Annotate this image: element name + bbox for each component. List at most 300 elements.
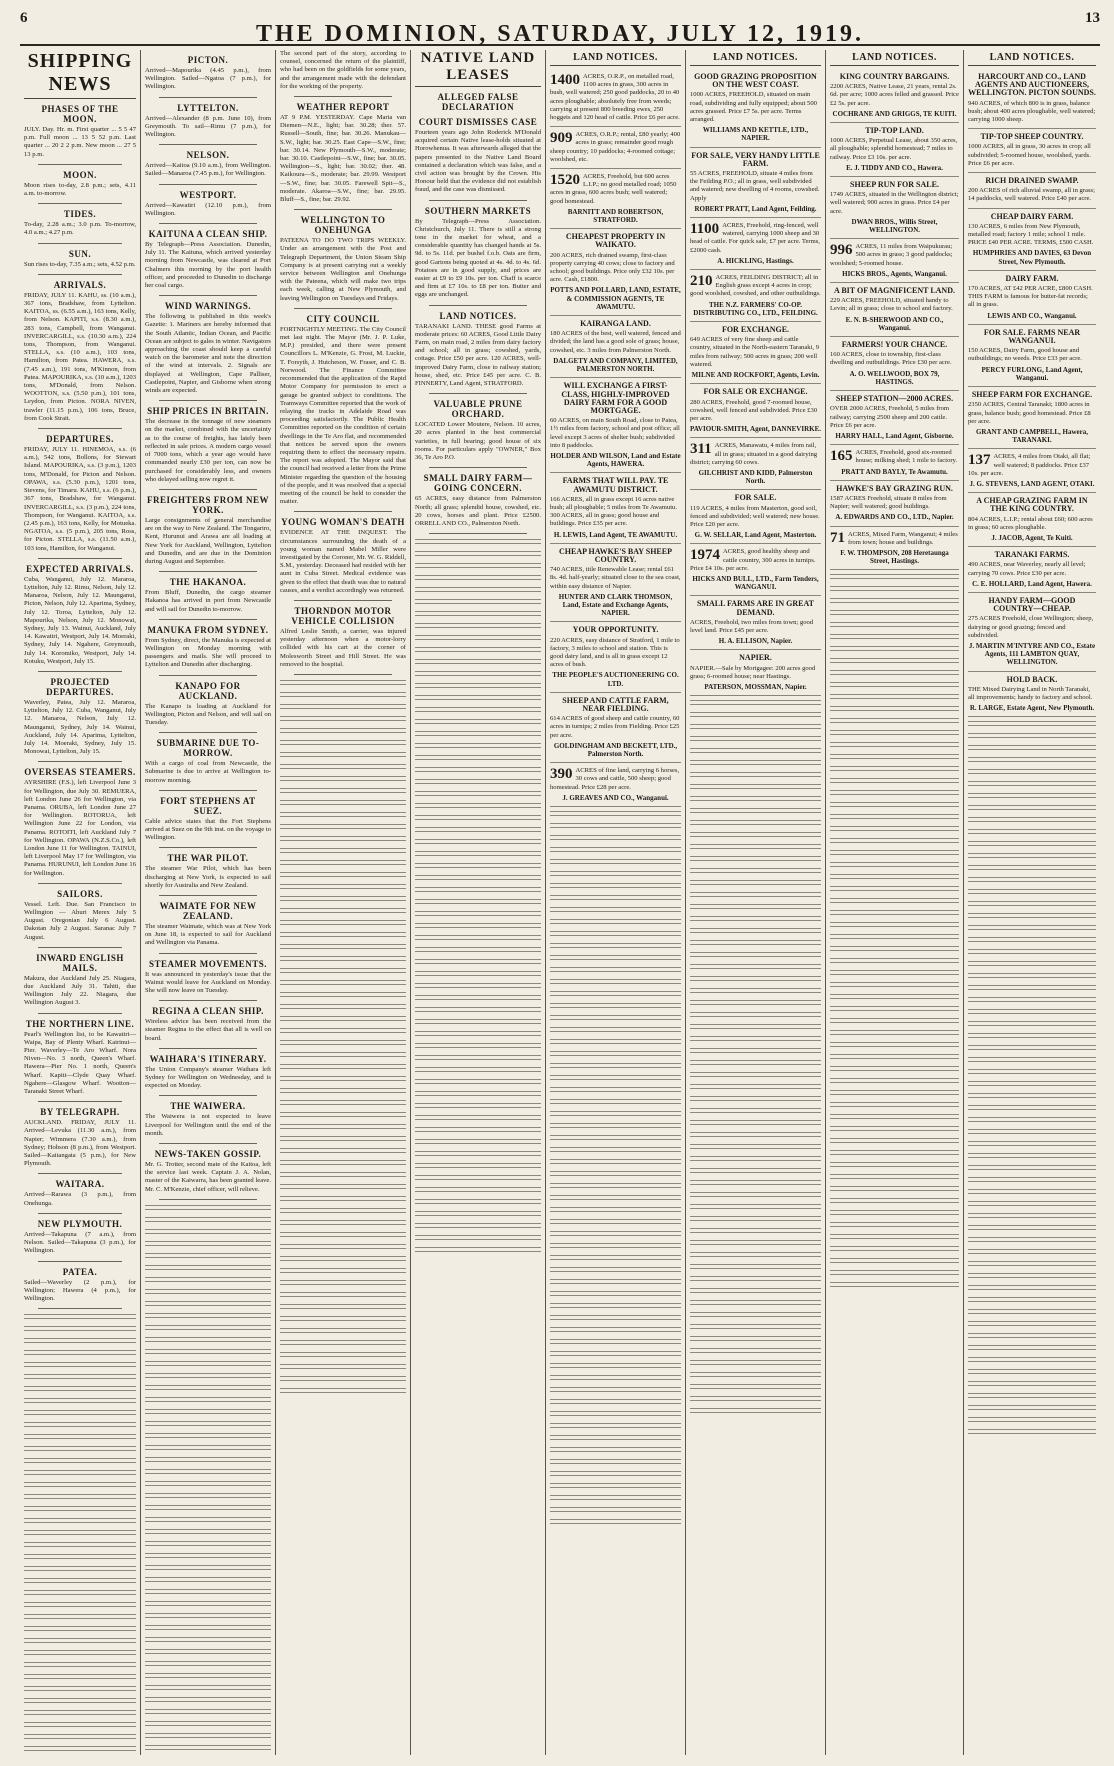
text-lines xyxy=(690,1060,821,1068)
text-lines xyxy=(415,1187,541,1195)
divider xyxy=(294,96,392,97)
text-lines xyxy=(280,1280,406,1288)
native-land-leases-heading: NATIVE LAND LEASES xyxy=(415,50,541,87)
ad-agent: LEWIS AND CO., Wanganui. xyxy=(987,311,1077,320)
ad-title: FOR SALE OR EXCHANGE. xyxy=(703,387,808,397)
text-lines xyxy=(145,1721,271,1729)
divider xyxy=(294,511,392,512)
text-lines xyxy=(415,983,541,991)
text-lines xyxy=(24,1614,136,1622)
text-lines xyxy=(280,800,406,808)
text-lines xyxy=(280,908,406,916)
text-lines xyxy=(415,647,541,655)
section-text: AYRSHIRE (F.S.), left Liverpool June 3 for Wellington, due July 30. REMUERA, left London June 26 for Wellington, via Panama. ORUBA, left London June 27 for Wellington. ROTORUA, left Wellington June 22 for London, via Panama. ROTOITI, left Auckland July 7 for Wellington. OPAWA (N.Z.S.Co.), left London June 11 for Wellington. TAINUI, left Liverpool May 17 for Wellington, via Panama. HURUNUI, left London June 16 for Wellington. xyxy=(24,779,136,877)
text-lines xyxy=(280,1220,406,1228)
land-notices-heading: LAND NOTICES. xyxy=(830,50,959,66)
ad-title: HANDY FARM—GOOD COUNTRY—CHEAP. xyxy=(988,595,1076,614)
classified-ad xyxy=(690,148,821,218)
divider xyxy=(159,1143,257,1144)
text-lines xyxy=(24,1578,136,1586)
text-lines xyxy=(968,841,1096,849)
divider xyxy=(159,571,257,572)
section-heading: SUBMARINE DUE TO-MORROW. xyxy=(156,738,260,759)
text-lines xyxy=(968,877,1096,885)
page-number-right: 13 xyxy=(1085,10,1100,26)
classified-ad xyxy=(830,283,959,337)
section-heading: NEWS-TAKEN GOSSIP. xyxy=(154,1149,262,1160)
ad-text: ACRES, O.R.P.; rental, £80 yearly; 400 acres in grass; remainder good rough sheep country; 10 paddocks; 4-roomed cottage; woolshed, etc. xyxy=(550,131,681,163)
text-lines xyxy=(690,796,821,804)
section-text: It was announced in yesterday's issue that the Wainui would leave for Auckland on Monday. She will now leave on Tuesday. xyxy=(145,970,271,994)
section-text: From Sydney, direct, the Manuka is expected at Wellington on Monday morning with passengers and mails. She will proceed to Lyttelton and Dunedin after discharging. xyxy=(145,636,271,669)
text-lines xyxy=(830,1018,959,1026)
text-lines xyxy=(280,944,406,952)
section-heading: SOUTHERN MARKETS xyxy=(424,205,532,216)
text-lines xyxy=(280,1364,406,1372)
text-lines xyxy=(690,1324,821,1332)
text-lines xyxy=(280,1328,406,1336)
ad-agent: HICKS BROS., Agents, Wanganui. xyxy=(842,269,947,278)
text-lines xyxy=(690,1108,821,1116)
section-heading: SAILORS. xyxy=(57,888,103,899)
text-lines xyxy=(415,587,541,595)
text-lines xyxy=(830,898,959,906)
text-lines xyxy=(550,1279,681,1287)
section-heading: SMALL DAIRY FARM—GOING CONCERN. xyxy=(423,473,533,494)
text-lines xyxy=(24,1326,136,1334)
text-lines xyxy=(415,923,541,931)
text-lines xyxy=(280,1064,406,1072)
ad-agent: DWAN BROS., Willis Street, WELLINGTON. xyxy=(851,217,938,235)
text-lines xyxy=(690,784,821,792)
ad-text: ACRES, FEILDING DISTRICT; all in English grass except 4 acres in crop; good woolshed, cowshed, and other outbuildings. xyxy=(690,274,821,298)
text-lines xyxy=(830,1078,959,1086)
text-lines xyxy=(968,817,1096,825)
section-heading: KANAPO FOR AUCKLAND. xyxy=(175,680,241,701)
divider xyxy=(159,1048,257,1049)
text-lines xyxy=(550,1183,681,1191)
text-lines xyxy=(24,1650,136,1658)
section-text: Arrived—Rarawa (3 p.m.), from Onehunga. xyxy=(24,1191,136,1207)
ad-title: WILL EXCHANGE A FIRST-CLASS, HIGHLY-IMPROVED DAIRY FARM FOR A GOOD MORTGAGE. xyxy=(561,381,670,415)
text-lines xyxy=(830,658,959,666)
text-lines xyxy=(280,824,406,832)
text-lines xyxy=(830,610,959,618)
text-lines xyxy=(968,1405,1096,1413)
ad-agent: PAVIOUR-SMITH, Agent, DANNEVIRKE. xyxy=(690,425,822,434)
section-heading: MANUKA FROM SYDNEY. xyxy=(147,624,269,635)
text-lines xyxy=(145,1613,271,1621)
section-text: Arrived—Mapourika (4.45 p.m.), from Wellington. Sailed—Ngatoa (7 p.m.), for Wellington. xyxy=(145,67,271,91)
text-lines xyxy=(24,1446,136,1454)
text-lines xyxy=(830,670,959,678)
ad-acreage: 1974 xyxy=(690,547,720,564)
text-lines xyxy=(830,1114,959,1122)
text-lines xyxy=(280,704,406,712)
news-column-3 xyxy=(275,50,410,1755)
text-lines xyxy=(280,788,406,796)
text-lines xyxy=(415,779,541,787)
ad-agent: ROBERT PRATT, Land Agent, Feilding. xyxy=(694,204,817,213)
text-lines xyxy=(24,1722,136,1730)
divider xyxy=(159,223,257,224)
ad-text: ACRES, Mixed Farm, Wanganui; 4 miles from town; house and buildings. xyxy=(848,530,958,546)
ad-title: KAIRANGA LAND. xyxy=(580,319,651,329)
section-heading: EXPECTED ARRIVALS. xyxy=(26,563,134,574)
text-lines xyxy=(280,860,406,868)
text-lines xyxy=(145,1589,271,1597)
text-lines xyxy=(280,1292,406,1300)
classified-ad xyxy=(968,325,1096,387)
text-lines xyxy=(830,574,959,582)
section-text: AUCKLAND. FRIDAY, JULY 11. Arrived—Levuka (11.30 a.m.), from Napier; Wimmera (7.30 a.m.), from Sydney; Hobson (8 p.m.), from Westport. Sailed—Kaitangata (5 p.m.), for New Plymouth. xyxy=(24,1119,136,1168)
divider xyxy=(38,1173,122,1174)
text-lines xyxy=(24,1410,136,1418)
text-lines xyxy=(690,1348,821,1356)
text-lines xyxy=(830,742,959,750)
text-lines xyxy=(415,683,541,691)
ad-agent: J. MARTIN M'INTYRE AND CO., Estate Agents, 111 LAMBTON QUAY, WELLINGTON. xyxy=(968,641,1096,667)
text-lines xyxy=(690,808,821,816)
text-lines xyxy=(280,896,406,904)
text-lines xyxy=(968,1189,1096,1197)
text-lines xyxy=(550,1435,681,1443)
classified-ad xyxy=(830,123,959,177)
divider xyxy=(159,97,257,98)
section-heading: THORNDON MOTOR VEHICLE COLLISION xyxy=(291,605,395,626)
text-lines xyxy=(690,1312,821,1320)
text-lines xyxy=(550,1423,681,1431)
divider xyxy=(159,675,257,676)
ad-text: 490 ACRES, near Waverley, nearly all level; carrying 70 cows. Price £30 per acre. xyxy=(968,561,1086,577)
text-lines xyxy=(830,1234,959,1242)
text-lines xyxy=(830,1270,959,1278)
text-lines xyxy=(280,884,406,892)
text-lines xyxy=(690,1384,821,1392)
ad-text: ACRES of fine land, carrying 6 horses, 30 cows and cattle, 500 sheep; good homestead. Price £28 per acre. xyxy=(550,767,680,791)
text-lines xyxy=(24,1710,136,1718)
text-lines xyxy=(145,1673,271,1681)
section-text: Arrived—Takapuna (7 a.m.), from Nelson. Sailed—Takapuna (3 p.m.), for Wellington. xyxy=(24,1230,136,1255)
section-heading: THE WAIWERA. xyxy=(170,1101,246,1112)
text-lines xyxy=(280,848,406,856)
text-lines xyxy=(550,1135,681,1143)
text-lines xyxy=(550,1507,681,1515)
text-lines xyxy=(830,1198,959,1206)
shipping-column-2 xyxy=(140,50,275,1755)
text-lines xyxy=(145,1541,271,1549)
text-lines xyxy=(550,859,681,867)
section-text: The Union Company's steamer Waihara left Sydney for Wellington on Wednesday, and is expected on Monday. xyxy=(145,1065,271,1090)
text-lines xyxy=(145,1745,271,1753)
text-lines xyxy=(280,1244,406,1252)
text-lines xyxy=(415,959,541,967)
divider xyxy=(38,428,122,429)
text-lines xyxy=(968,1201,1096,1209)
ad-text: 1000 ACRES, Perpetual Lease, about 350 acres, all ploughable; splendid homestead; 7 miles to railway. Price £3 10s. per acre. xyxy=(830,137,958,161)
ad-title: FOR SALE. FARMS NEAR WANGANUI. xyxy=(983,327,1081,346)
text-lines xyxy=(968,1021,1096,1029)
text-lines xyxy=(830,766,959,774)
text-lines xyxy=(415,1115,541,1123)
text-lines xyxy=(415,671,541,679)
classified-ad xyxy=(550,169,681,229)
text-lines xyxy=(690,1264,821,1272)
section-text: Cable advice states that the Fort Stephens arrived at Suez on the 9th inst. on the voyage to Wellington. xyxy=(145,817,271,842)
text-lines xyxy=(415,1151,541,1159)
text-lines xyxy=(968,1129,1096,1137)
text-lines xyxy=(24,1494,136,1502)
section-heading: WAIMATE FOR NEW ZEALAND. xyxy=(159,900,257,921)
text-lines xyxy=(968,1429,1096,1437)
text-lines xyxy=(145,1349,271,1357)
ad-agent: C. E. HOLLARD, Land Agent, Hawera. xyxy=(972,579,1092,588)
text-lines xyxy=(830,1246,959,1254)
ad-title: TARANAKI FARMS. xyxy=(994,550,1070,560)
ad-text: 1000 ACRES, all in grass, 30 acres in crop; all subdivided; 5-roomed house, woolshed, yards. Price £6 per acre. xyxy=(968,143,1091,167)
section-text: Vessel. Left. Due. San Francisco to Wellington — Ahuri Merex July 5 August. Oregonian July 6 August. Dakotan July 2 August. Saranac July 7 August. xyxy=(24,900,136,941)
ad-acreage: 909 xyxy=(550,130,573,147)
divider xyxy=(159,295,257,296)
text-lines xyxy=(24,1542,136,1550)
ad-text: 160 ACRES, close to township, first-class dwelling and outbuildings. Price £30 per acre. xyxy=(830,351,952,367)
ad-text: 804 ACRES, L.I.P.; rental about £60; 600 acres in grass; 60 acres ploughable. xyxy=(968,515,1093,531)
ad-agent: BARNITT AND ROBERTSON, STRATFORD. xyxy=(567,207,664,225)
section-text: With a cargo of coal from Newcastle, the Submarine is due to arrive at Wellington to-morrow morning. xyxy=(145,760,271,784)
text-lines xyxy=(830,1054,959,1062)
classified-ad xyxy=(968,593,1096,672)
text-lines xyxy=(830,1090,959,1098)
text-lines xyxy=(690,1024,821,1032)
text-lines xyxy=(830,586,959,594)
section-text: Cuba, Wanganui, July 12. Mararoa, Lyttelton, July 12. Rimu, Nelson, July 12. Manaroa, Nelson, July 12. Maunganui, Picton, Nelson, July 12. Aparima, Sydney, July 12. Toroa, Lyttelton, July 12. Mapourika, Nelson, July 12. Monowai, Sydney, July 13. Wainui, Auckland, July 14. Kawatiri, Westport, July 14. Moeraki, Sydney, July 14. Ngahere, Greymouth, July 14. Koromiko, Westport, July 14. Kotuku, Westport, July 15. xyxy=(24,575,136,665)
text-lines xyxy=(550,1495,681,1503)
classified-ad xyxy=(968,173,1096,209)
text-lines xyxy=(968,1177,1096,1185)
divider xyxy=(159,619,257,620)
text-lines xyxy=(550,1123,681,1131)
text-lines xyxy=(550,1483,681,1491)
ad-agent: G. W. SELLAR, Land Agent, Masterton. xyxy=(694,531,817,540)
text-lines xyxy=(830,778,959,786)
text-lines xyxy=(830,1150,959,1158)
text-lines xyxy=(830,634,959,642)
text-lines xyxy=(145,1337,271,1345)
section-heading: KAITUNA A CLEAN SHIP. xyxy=(148,229,268,240)
ad-agent: J. GREAVES AND CO., Wanganui. xyxy=(562,793,669,802)
section-text: Mr. G. Trotter, second mate of the Kaitoa, left the service last week. Captain J. A. Nolan, master of the Kaiwarra, has been granted leave. Mr. C. M'Kenzie, chief officer, will relieve. xyxy=(145,1161,271,1193)
classified-ad xyxy=(830,391,959,445)
text-lines xyxy=(690,1180,821,1188)
text-lines xyxy=(145,1661,271,1669)
text-lines xyxy=(550,1315,681,1323)
text-lines xyxy=(830,718,959,726)
text-lines xyxy=(550,967,681,975)
text-lines xyxy=(690,832,821,840)
text-lines xyxy=(690,1072,821,1080)
ad-text: 200 ACRES, rich drained swamp, first-class property carrying 40 cows; close to factory and school; good buildings. Price only £32 10s. per acre. Cash, £1800. xyxy=(550,251,675,284)
text-lines xyxy=(280,1076,406,1084)
text-lines xyxy=(280,1256,406,1264)
text-lines xyxy=(280,980,406,988)
text-lines xyxy=(280,1052,406,1060)
text-lines xyxy=(690,1036,821,1044)
ad-text: ACRES, Freehold, good six-roomed house; milking shed; 1 mile to factory. xyxy=(855,449,958,465)
text-lines xyxy=(690,1096,821,1104)
text-lines xyxy=(24,1434,136,1442)
divider xyxy=(159,184,257,185)
ad-text: 119 ACRES, 4 miles from Masterton, good soil, fenced and subdivided; well watered; new house. Price £20 per acre. xyxy=(690,504,820,528)
classified-ad xyxy=(550,316,681,378)
news-column-4 xyxy=(410,50,545,1755)
text-lines xyxy=(415,635,541,643)
land-notices-column-7 xyxy=(825,50,963,1755)
text-lines xyxy=(550,1267,681,1275)
ad-text: OVER 2000 ACRES, Freehold, 5 miles from railway; carrying 2500 sheep and 200 cattle. Price £6 per acre. xyxy=(830,405,950,429)
text-lines xyxy=(968,889,1096,897)
text-lines xyxy=(24,1686,136,1694)
text-lines xyxy=(550,1339,681,1347)
ad-text: ACRES, Manawatu, 4 miles from rail, all in grass; situated in a good dairying district; carrying 60 cows. xyxy=(690,442,818,466)
text-lines xyxy=(690,904,821,912)
classified-ad xyxy=(830,337,959,391)
text-lines xyxy=(690,988,821,996)
text-lines xyxy=(550,907,681,915)
ad-text: ACRES, 4 miles from Otaki, all flat; well watered; 8 paddocks. Price £37 10s. per acre. xyxy=(968,453,1091,477)
text-lines xyxy=(415,743,541,751)
ad-title: A CHEAP GRAZING FARM IN THE KING COUNTRY. xyxy=(976,496,1088,514)
text-lines xyxy=(145,1517,271,1525)
divider xyxy=(38,274,122,275)
section-text: TARANAKI LAND. THESE good Farms at moderate prices: 60 ACRES, Good Little Dairy Farm, on main road, 2 miles from dairy factory and school; all in grass; cowshed, yards, cottage. Price £50 per acre. 120 ACRES, well-improved Dairy Farm, close to railway station; house, shed, etc. Price £45 per acre. C. B. FINNERTY, Land Agent, STRATFORD. xyxy=(415,322,541,388)
news-column-3-body xyxy=(280,50,406,1396)
text-lines xyxy=(830,682,959,690)
text-lines xyxy=(550,1027,681,1035)
text-lines xyxy=(145,1361,271,1369)
text-lines xyxy=(280,776,406,784)
ad-title: KING COUNTRY BARGAINS. xyxy=(839,72,950,81)
text-lines xyxy=(24,1590,136,1598)
text-lines xyxy=(550,835,681,843)
ad-acreage: 1400 xyxy=(550,72,580,88)
divider xyxy=(294,209,392,210)
text-lines xyxy=(968,1069,1096,1077)
text-lines xyxy=(968,925,1096,933)
text-lines xyxy=(415,623,541,631)
classified-ad xyxy=(690,384,821,438)
text-lines xyxy=(24,1698,136,1706)
text-lines xyxy=(830,982,959,990)
text-lines xyxy=(415,1247,541,1255)
text-lines xyxy=(968,745,1096,753)
section-text: 65 ACRES, easy distance from Palmerston North; all grass; splendid house, cowshed, etc. 20 cows, horses and plant. Price £2500. ORRELL AND CO., Palmerston North. xyxy=(415,495,541,527)
text-lines xyxy=(280,1184,406,1192)
text-lines xyxy=(280,728,406,736)
ad-title: HOLD BACK. xyxy=(1006,674,1058,684)
text-lines xyxy=(24,1566,136,1574)
text-lines xyxy=(830,994,959,1002)
ad-text: 740 ACRES, title Renewable Lease; rental £61 8s. 4d. half-yearly; situated close to the sea coast, within easy distance of Napier. xyxy=(550,566,681,590)
ad-title: CHEAP HAWKE'S BAY SHEEP COUNTRY. xyxy=(559,546,672,564)
text-lines xyxy=(280,1172,406,1180)
text-lines xyxy=(415,815,541,823)
ad-title: SHEEP STATION—2000 ACRES. xyxy=(835,394,954,404)
section-heading: PATEA. xyxy=(62,1266,98,1277)
ad-agent: R. LARGE, Estate Agent, New Plymouth. xyxy=(969,704,1095,713)
text-lines xyxy=(550,1219,681,1227)
divider xyxy=(159,895,257,896)
section-heading: WEATHER REPORT xyxy=(296,102,390,113)
text-lines xyxy=(24,1374,136,1382)
text-lines xyxy=(690,1120,821,1128)
text-lines xyxy=(24,1398,136,1406)
text-lines xyxy=(24,1506,136,1514)
divider xyxy=(38,1308,122,1309)
classified-ad xyxy=(968,129,1096,173)
text-lines xyxy=(415,1163,541,1171)
text-lines xyxy=(145,1433,271,1441)
text-lines xyxy=(968,1057,1096,1065)
section-heading: CITY COUNCIL xyxy=(306,313,380,324)
text-lines xyxy=(830,1042,959,1050)
text-lines xyxy=(968,997,1096,1005)
divider xyxy=(38,671,122,672)
divider xyxy=(429,305,527,306)
text-lines xyxy=(550,1171,681,1179)
text-lines xyxy=(415,695,541,703)
text-lines xyxy=(690,1228,821,1236)
ad-agent: DALGETY AND COMPANY, LIMITED, PALMERSTON NORTH. xyxy=(553,356,678,374)
classified-ad xyxy=(968,672,1096,718)
classified-ad xyxy=(690,438,821,490)
text-lines xyxy=(968,1249,1096,1257)
text-lines xyxy=(415,1079,541,1087)
divider xyxy=(38,1101,122,1102)
text-lines xyxy=(280,1100,406,1108)
land-notices-column-8 xyxy=(963,50,1100,1755)
text-lines xyxy=(24,1350,136,1358)
text-lines xyxy=(280,1316,406,1324)
ad-title: RICH DRAINED SWAMP. xyxy=(985,176,1079,186)
text-lines xyxy=(280,968,406,976)
text-lines xyxy=(145,1229,271,1237)
columns xyxy=(20,50,1100,1755)
text-lines xyxy=(550,1411,681,1419)
text-lines xyxy=(550,1351,681,1359)
text-lines xyxy=(690,748,821,756)
ad-text: 614 ACRES of good sheep and cattle country, 60 acres in turnips; 2 miles from Fielding. Price £25 per acre. xyxy=(550,715,680,739)
section-heading: SUN. xyxy=(68,248,92,259)
classified-ad xyxy=(968,387,1096,449)
land-notices-heading: LAND NOTICES. xyxy=(550,50,681,66)
text-lines xyxy=(145,1637,271,1645)
text-lines xyxy=(280,1340,406,1348)
text-lines xyxy=(415,947,541,955)
text-lines xyxy=(690,700,821,708)
text-lines xyxy=(830,970,959,978)
ad-title: GOOD GRAZING PROPOSITION ON THE WEST COAST. xyxy=(694,72,817,90)
text-lines xyxy=(24,1338,136,1346)
divider xyxy=(159,732,257,733)
section-text: The steamer War Pilot, which has been discharging at New York, is expected to sail shortly for Australia and New Zealand. xyxy=(145,865,271,889)
text-lines xyxy=(690,1336,821,1344)
ad-title: SMALL FARMS ARE IN GREAT DEMAND. xyxy=(696,599,815,617)
section-heading: THE HAKANOA. xyxy=(169,577,247,588)
text-lines xyxy=(24,1626,136,1634)
text-lines xyxy=(24,1554,136,1562)
text-lines xyxy=(415,563,541,571)
divider xyxy=(159,144,257,145)
